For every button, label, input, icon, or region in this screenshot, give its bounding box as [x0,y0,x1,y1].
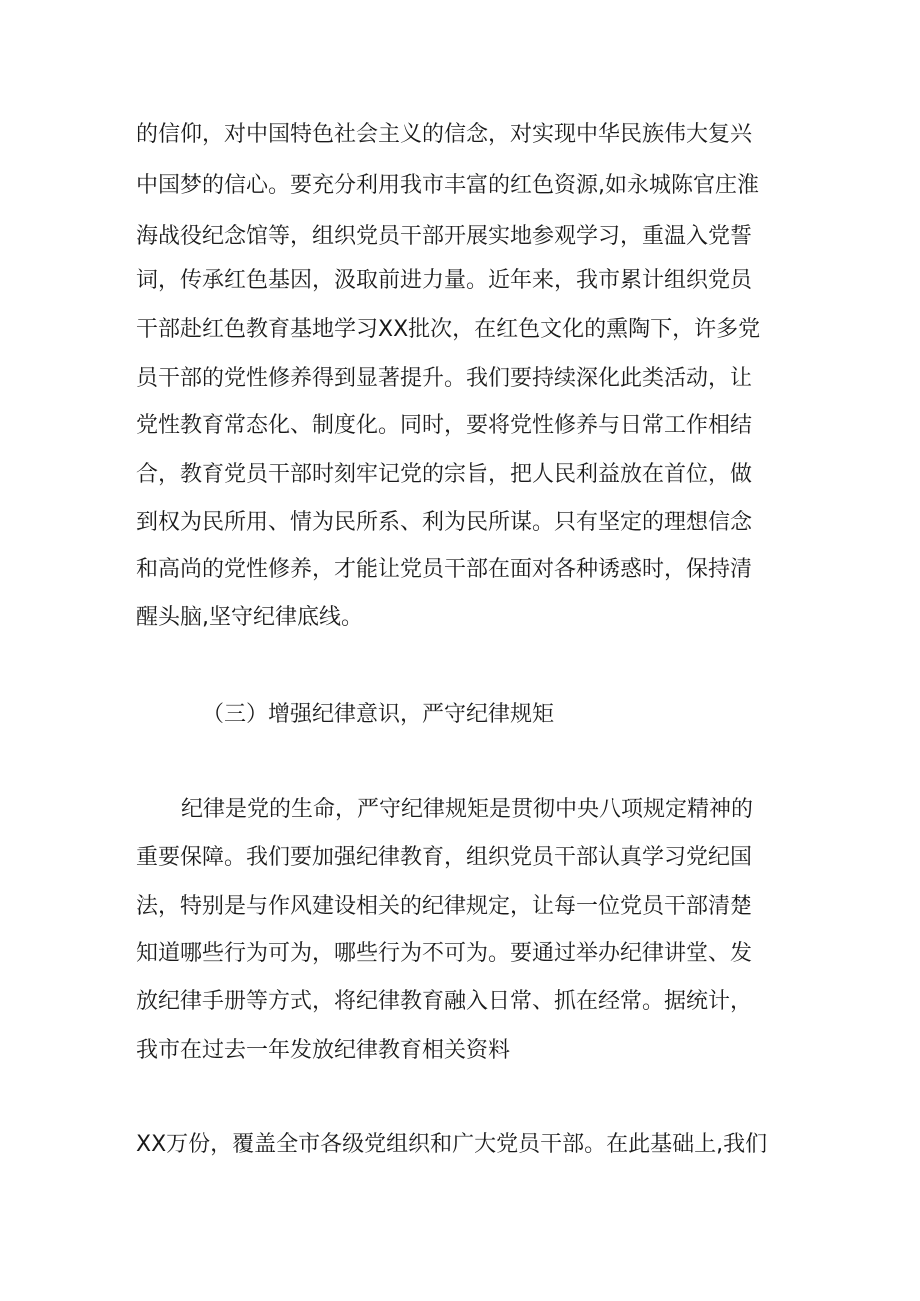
paragraph-1-line-9: 到权为民所用、情为民所系、利为民所谋。只有坚定的理想信念 [136,510,753,535]
paragraph-2-line-5: 放纪律手册等方式，将纪律教育融入日常、抓在经常。据统计， [136,989,753,1014]
paragraph-2-line-4: 知道哪些行为可为，哪些行为不可为。要通过举办纪律讲堂、发 [136,941,753,966]
paragraph-1-line-5: 干部赴红色教育基地学习XX批次，在红色文化的熏陶下，许多党 [136,317,761,342]
paragraph-1-line-10: 和高尚的党性修养，才能让党员干部在面对各种诱惑时，保持清 [136,557,753,582]
paragraph-1-line-11: 醒头脑,坚守纪律底线。 [136,605,363,630]
paragraph-1-line-7: 党性教育常态化、制度化。同时，要将党性修养与日常工作相结 [136,413,753,438]
paragraph-1-line-3: 海战役纪念馆等，组织党员干部开展实地参观学习，重温入党誓 [136,224,753,249]
paragraph-2-line-3: 法，特别是与作风建设相关的纪律规定，让每一位党员干部清楚 [136,894,753,919]
paragraph-2-line-1: 纪律是党的生命，严守纪律规矩是贯彻中央八项规定精神的 [181,797,754,822]
paragraph-2-line-6: 我市在过去一年发放纪律教育相关资料 [136,1038,511,1063]
section-heading: （三）增强纪律意识，严守纪律规矩 [202,702,555,727]
paragraph-1-line-4: 词，传承红色基因，汲取前进力量。近年来，我市累计组织党员 [136,268,753,293]
paragraph-1-line-2: 中国梦的信心。要充分利用我市丰富的红色资源,如永城陈官庄淮 [136,173,759,198]
paragraph-1-line-8: 合，教育党员干部时刻牢记党的宗旨，把人民利益放在首位，做 [136,462,753,487]
paragraph-3-line-1: XX万份，覆盖全市各级党组织和广大党员干部。在此基础上,我们 [136,1132,768,1157]
paragraph-1-line-6: 员干部的党性修养得到显著提升。我们要持续深化此类活动，让 [136,366,753,391]
paragraph-2-line-2: 重要保障。我们要加强纪律教育，组织党员干部认真学习党纪国 [136,845,753,870]
paragraph-1-line-1: 的信仰，对中国特色社会主义的信念，对实现中华民族伟大复兴 [136,122,753,147]
